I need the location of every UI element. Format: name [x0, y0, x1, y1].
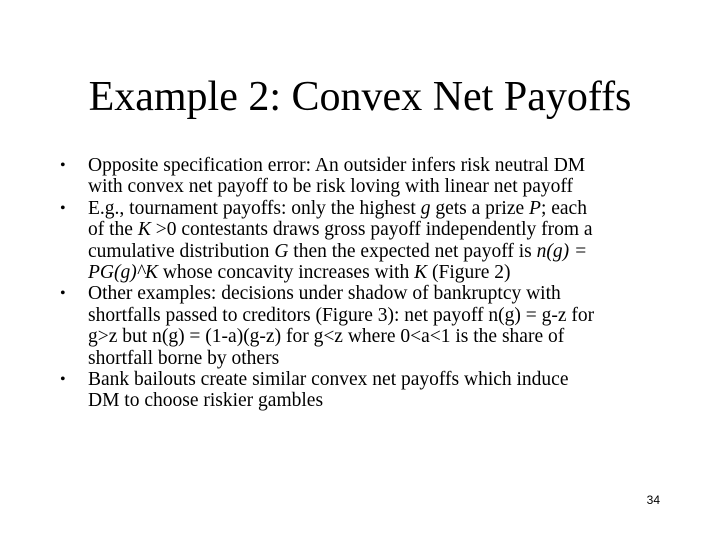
var-g: g — [420, 197, 431, 219]
bullet-4-line-2: DM to choose riskier gambles — [88, 390, 324, 412]
bullet-1-line-2: with convex net payoff to be risk loving with linear net payoff — [88, 176, 574, 198]
bullet-icon: • — [60, 285, 66, 303]
slide-title: Example 2: Convex Net Payoffs — [88, 74, 632, 120]
bullet-list — [60, 155, 670, 412]
bullet-item-4 — [60, 369, 670, 412]
text-run: cumulative distribution — [88, 240, 275, 262]
bullet-3-line-2: shortfalls passed to creditors (Figure 3): net payoff n(g) = g-z for — [88, 304, 595, 326]
bullet-2-line-4 — [88, 262, 670, 283]
var-p: P — [529, 197, 541, 219]
formula-pgk: PG(g)^K — [88, 262, 158, 284]
text-run: gets a prize — [430, 197, 530, 219]
bullet-2-line-2 — [88, 219, 670, 240]
bullet-1-line-1: Opposite specification error: An outsider infers risk neutral DM — [88, 155, 586, 176]
var-g-upper: G — [274, 240, 289, 262]
text-run: >0 contestants draws gross payoff independently from a — [150, 219, 593, 241]
formula-n-g: n(g) = — [536, 240, 588, 262]
bullet-2-line-1 — [88, 198, 670, 219]
bullet-item-2 — [60, 198, 670, 284]
bullet-icon: • — [60, 371, 66, 389]
bullet-icon: • — [60, 199, 66, 217]
bullet-item-1 — [60, 155, 670, 198]
bullet-3-line-1: Other examples: decisions under shadow of bankruptcy with — [88, 283, 561, 305]
page-number: 34 — [646, 493, 660, 507]
bullet-3-line-4: shortfall borne by others — [88, 347, 280, 369]
text-run: of the — [88, 219, 138, 241]
var-k: K — [137, 219, 151, 241]
bullet-3-line-3: g>z but n(g) = (1-a)(g-z) for g<z where 0<a<1 is the share of — [88, 326, 565, 348]
text-run: then the expected net payoff is — [288, 240, 537, 262]
text-run: ; each — [540, 197, 587, 219]
bullet-icon: • — [60, 157, 66, 174]
text-run: whose concavity increases with — [157, 262, 415, 284]
bullet-2-line-3 — [88, 241, 670, 262]
var-k: K — [414, 262, 428, 284]
text-run: (Figure 2) — [427, 262, 511, 284]
bullet-item-3 — [60, 283, 670, 369]
bullet-4-line-1: Bank bailouts create similar convex net payoffs which induce — [88, 369, 569, 391]
text-run: E.g., tournament payoffs: only the highest — [88, 197, 421, 219]
